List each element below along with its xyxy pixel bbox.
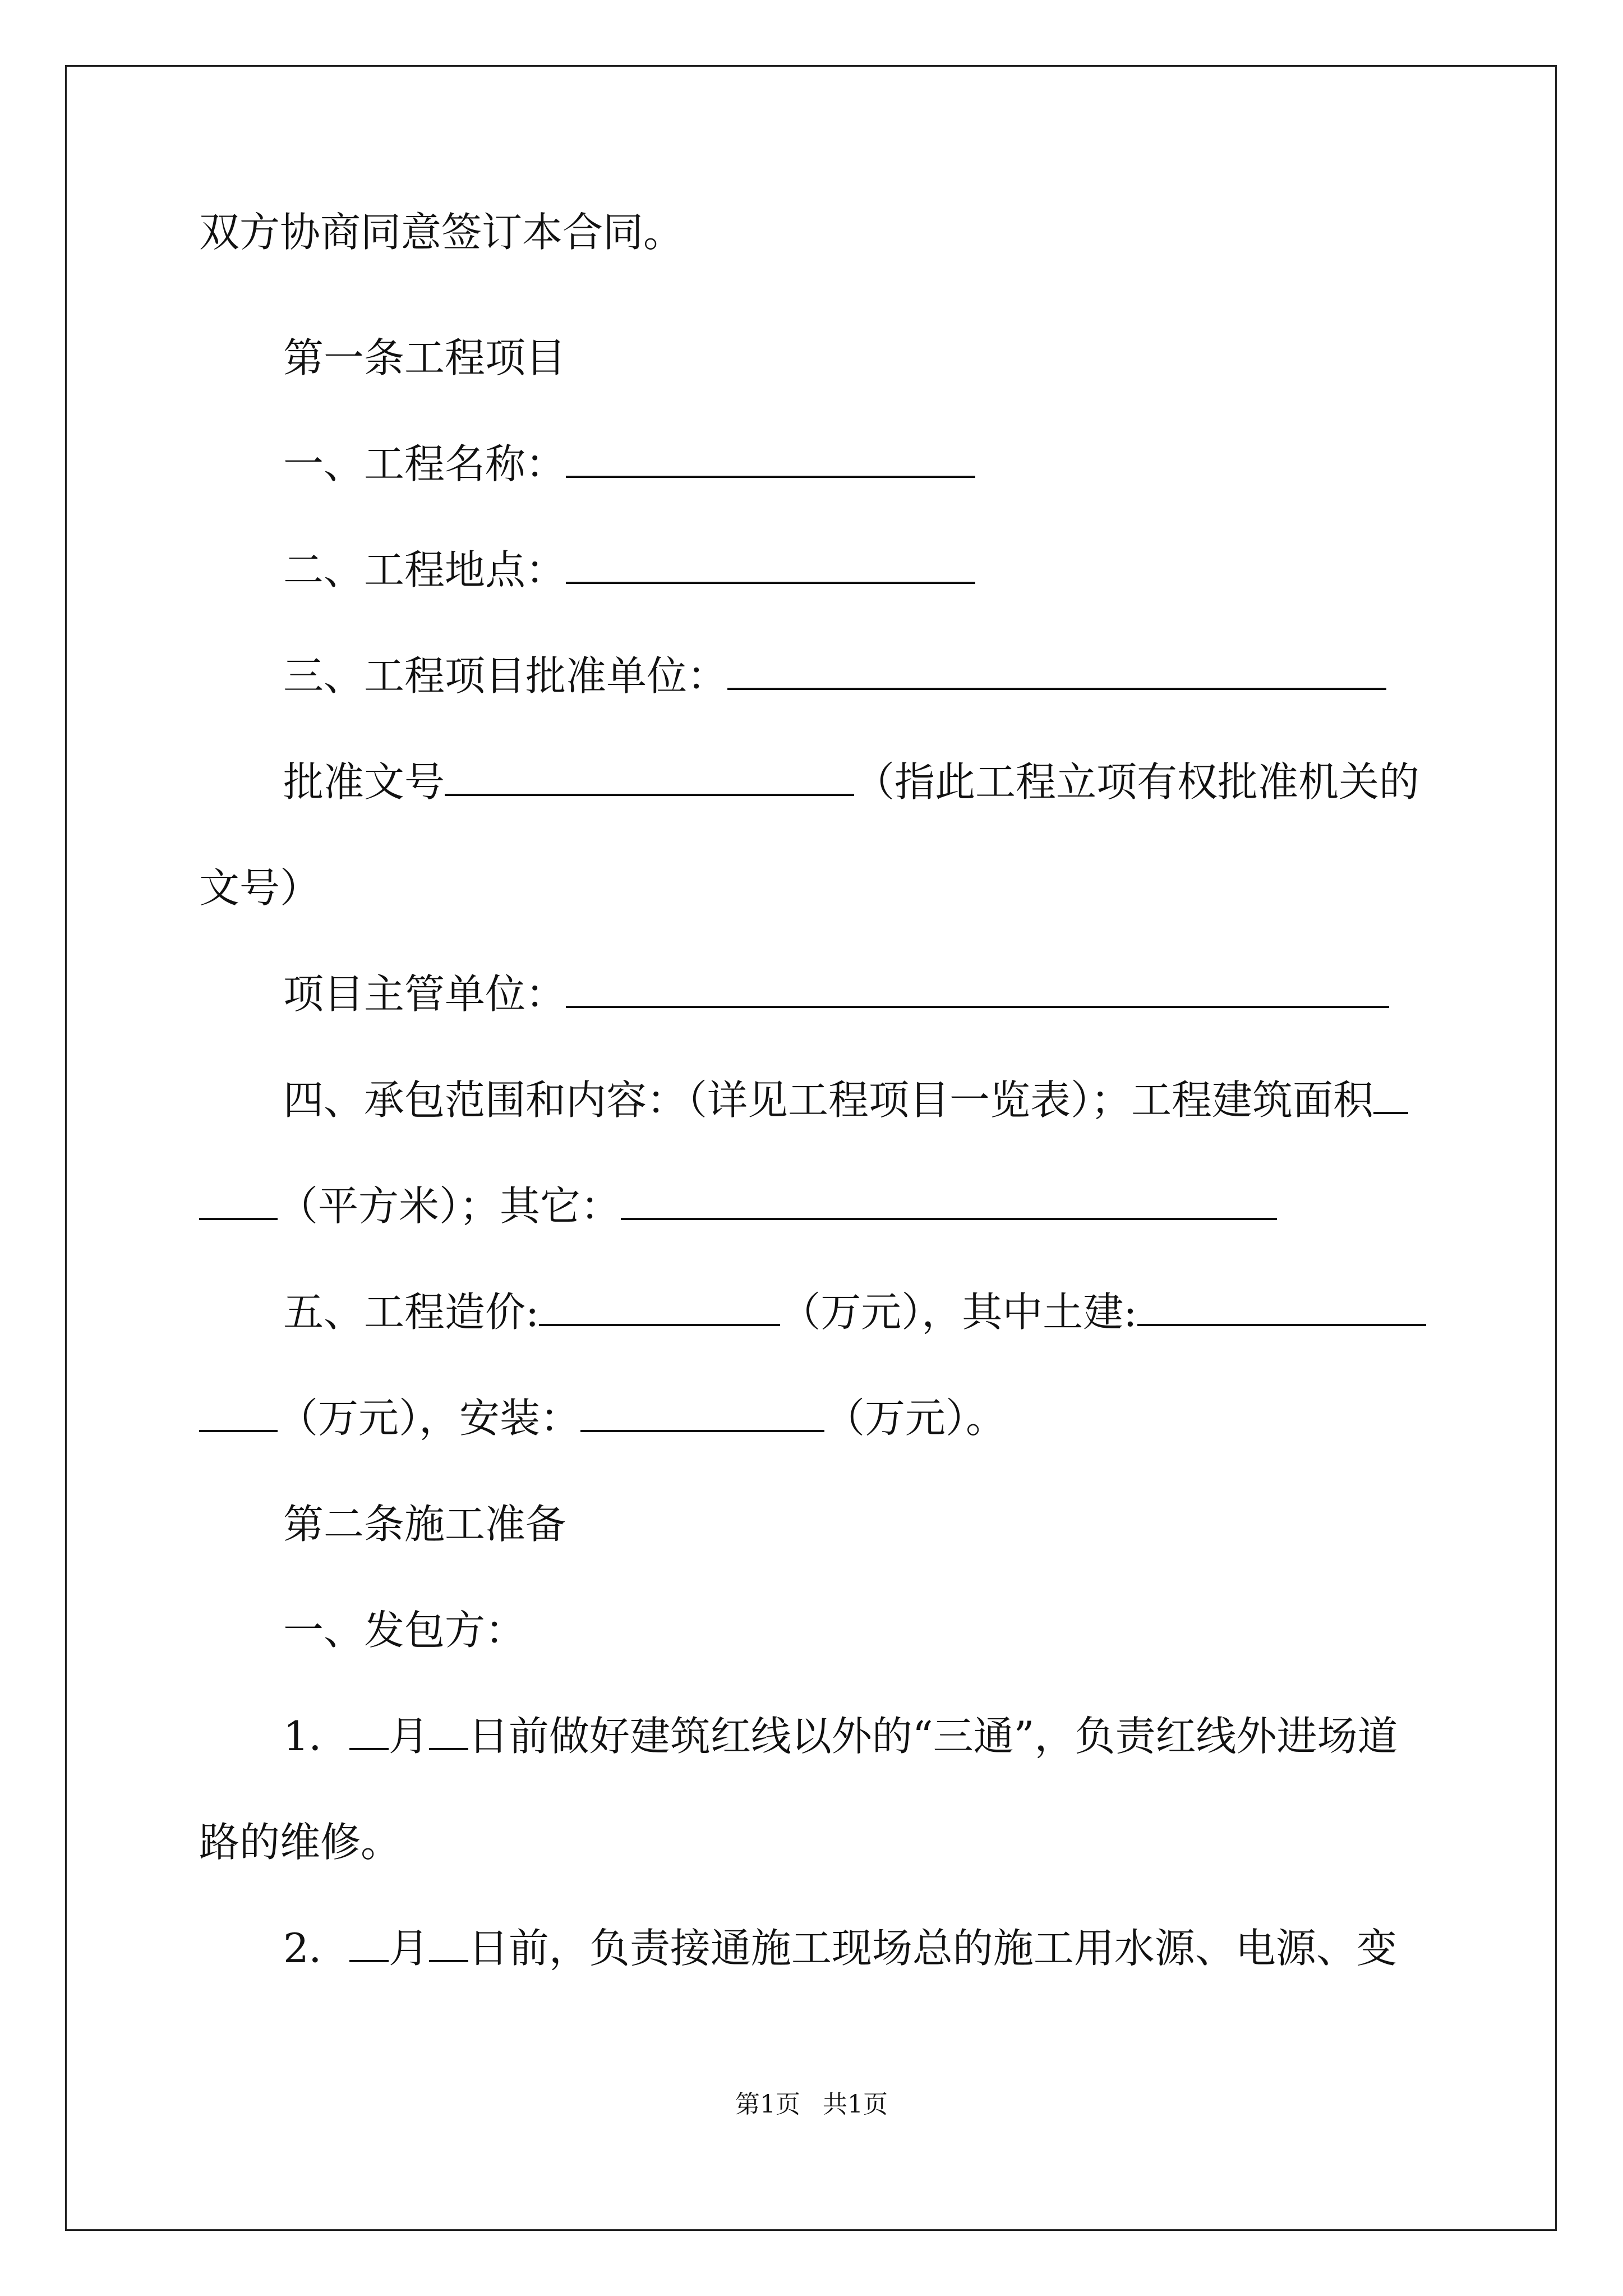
approval-note-continuation [199,860,320,916]
blank-floor-area-start[interactable] [1373,1078,1408,1114]
clause-1 [283,1708,1398,1764]
page-footer [0,2088,1623,2122]
text-intro: 双方协商同意签订本合同。 [199,209,684,256]
page-total: 共1页 [823,2090,888,2119]
label-scope: 四、承包范围和内容：（详见工程项目一览表）；工程建筑面积 [283,1076,1374,1124]
clause-1-continuation [199,1814,401,1870]
scope-row-continuation [199,1178,1277,1234]
page-number: 第1页 [735,2090,800,2119]
project-name-row [283,436,975,492]
blank-clause-2-day[interactable] [429,1926,468,1962]
supervising-unit-row [283,966,1389,1022]
blank-approval-unit[interactable] [727,654,1386,690]
article-one-heading [283,330,566,386]
label-approval-unit: 三、工程项目批准单位： [283,652,728,700]
approval-unit-row [283,648,1386,704]
blank-civil-works[interactable] [199,1396,278,1432]
blank-supervising-unit[interactable] [566,972,1389,1008]
scope-row [283,1072,1408,1128]
article-two-heading [283,1496,566,1552]
label-installation: （万元），安装： [278,1395,581,1442]
approval-number-row [283,754,1419,810]
blank-project-name[interactable] [566,442,975,478]
label-project-location: 二、工程地点： [283,546,566,593]
blank-project-cost[interactable] [539,1290,780,1326]
label-other: （平方米）；其它： [278,1182,621,1230]
blank-floor-area[interactable] [199,1184,278,1220]
blank-civil-works-start[interactable] [1137,1290,1426,1326]
project-location-row [283,542,975,598]
label-project-cost: 五、工程造价: [283,1289,540,1336]
label-project-name: 一、工程名称： [283,440,566,487]
employer-heading [283,1602,525,1658]
blank-clause-2-month[interactable] [349,1926,389,1962]
clause-1-number: 1． [283,1713,349,1760]
label-approval-number: 批准文号 [283,758,445,806]
label-supervising-unit: 项目主管单位： [283,970,566,1018]
text-approval-note-end: 文号） [199,864,321,912]
cost-row-continuation [199,1390,1006,1446]
clause-2-month-label: 月 [388,1925,429,1972]
clause-2 [283,1920,1397,1976]
label-civil-works: （万元），其中土建: [780,1289,1137,1336]
blank-installation[interactable] [580,1396,824,1432]
label-employer: 一、发包方： [283,1607,526,1654]
clause-1-text: 日前做好建筑红线以外的“三通”，负责红线外进场道 [468,1713,1398,1760]
text-approval-note: （指此工程立项有权批准机关的 [854,758,1420,806]
text-installation-unit: （万元）。 [824,1395,1007,1442]
blank-approval-number[interactable] [445,760,854,796]
clause-1-text-end: 路的维修。 [199,1819,402,1866]
blank-clause-1-day[interactable] [429,1714,468,1750]
clause-2-number: 2． [283,1925,349,1972]
blank-project-location[interactable] [566,548,975,584]
cost-row [283,1284,1426,1340]
page-border [65,65,1557,2231]
blank-other[interactable] [621,1184,1277,1220]
clause-1-month-label: 月 [388,1713,429,1760]
contract-intro-line [199,204,684,260]
heading-article-two: 第二条施工准备 [283,1501,566,1548]
clause-2-text: 日前，负责接通施工现场总的施工用水源、电源、变 [468,1925,1397,1972]
heading-article-one: 第一条工程项目 [283,334,566,381]
blank-clause-1-month[interactable] [349,1714,389,1750]
